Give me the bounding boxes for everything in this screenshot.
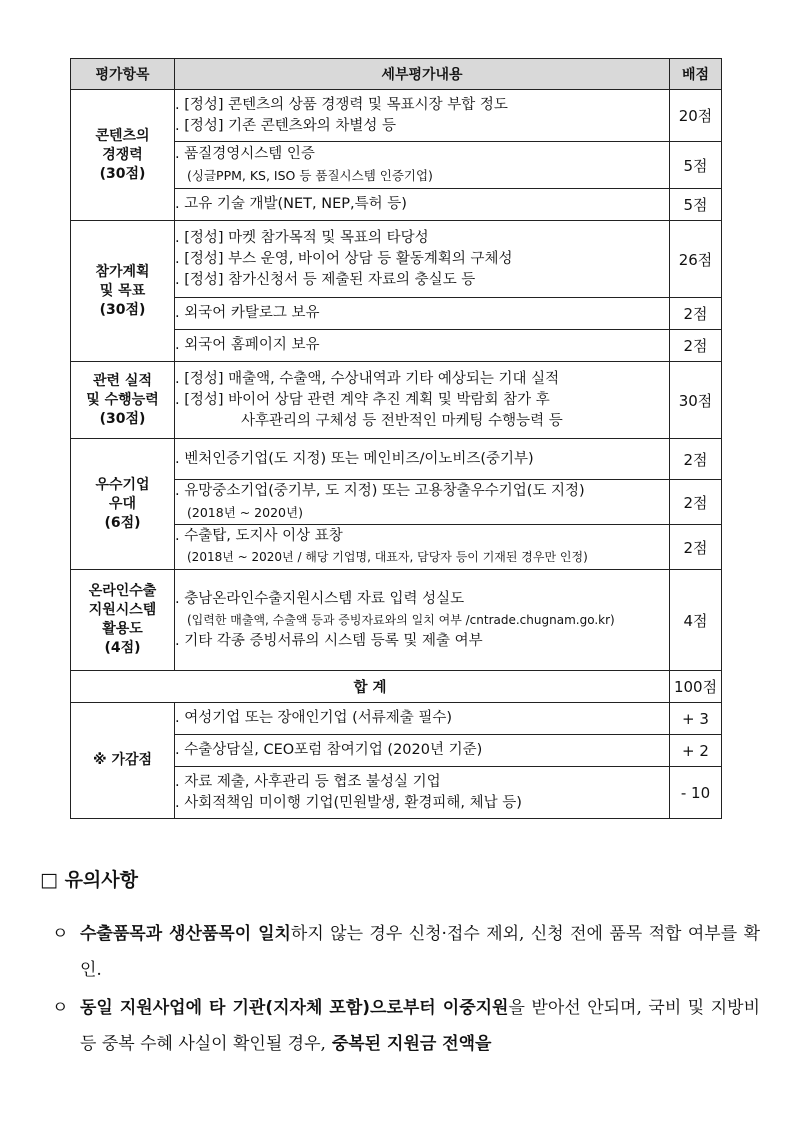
total-label: 합 계 bbox=[71, 671, 670, 703]
note-item bbox=[40, 990, 760, 1062]
note-emphasis: 수출품목과 생산품목이 일치 bbox=[80, 924, 291, 944]
score-cell: 2점 bbox=[670, 439, 722, 480]
detail-cell: . [정성] 마켓 참가목적 및 목표의 타당성 . [정성] 부스 운영, 바이어 상담 등 활동계획의 구체성 . [정성] 참가신청서 등 제출된 자료의 충실도 등 bbox=[175, 221, 670, 298]
score-cell: 2점 bbox=[670, 525, 722, 570]
detail-cell: . 외국어 카탈로그 보유 bbox=[175, 298, 670, 330]
category-cell: 콘텐츠의 경쟁력 (30점) bbox=[71, 90, 175, 221]
table-row bbox=[71, 570, 722, 671]
table-row bbox=[71, 362, 722, 439]
score-cell: 5점 bbox=[670, 189, 722, 221]
note-bullet: ㅇ bbox=[52, 924, 69, 944]
score-cell: + 3 bbox=[670, 703, 722, 735]
detail-cell: . 자료 제출, 사후관리 등 협조 불성실 기업 . 사회적책임 미이행 기업(민원발생, 환경피해, 체납 등) bbox=[175, 767, 670, 819]
table-row bbox=[71, 439, 722, 480]
detail-cell: . 수출탑, 도지사 이상 표창 (2018년 ~ 2020년 / 해당 기업명, 대표자, 담당자 등이 기재된 경우만 인정) bbox=[175, 525, 670, 570]
adjust-category-cell: ※ 가감점 bbox=[71, 703, 175, 819]
table-row bbox=[71, 90, 722, 142]
note-item bbox=[40, 916, 760, 988]
evaluation-table bbox=[70, 58, 722, 819]
category-cell: 온라인수출 지원시스템 활용도 (4점) bbox=[71, 570, 175, 671]
detail-cell: . 충남온라인수출지원시스템 자료 입력 성실도 (입력한 매출액, 수출액 등과 증빙자료와의 일치 여부 /cntrade.chugnam.go.kr) . 기타 각종 증빙서류의 시스템 등록 및 제출 여부 bbox=[175, 570, 670, 671]
table-row bbox=[71, 703, 722, 735]
score-cell: 5점 bbox=[670, 142, 722, 189]
note-bullet: ㅇ bbox=[52, 998, 69, 1018]
note-emphasis: 동일 지원사업에 타 기관(지자체 포함)으로부터 이중지원 bbox=[80, 998, 509, 1018]
note-text: 하지 않는 경우 신청·접수 제외, 신청 전에 품목 적합 여부를 확인. bbox=[80, 924, 760, 980]
category-cell: 참가계획 및 목표 (30점) bbox=[71, 221, 175, 362]
category-cell: 관련 실적 및 수행능력 (30점) bbox=[71, 362, 175, 439]
detail-cell: . 유망중소기업(중기부, 도 지정) 또는 고용창출우수기업(도 지정) (2018년 ~ 2020년) bbox=[175, 480, 670, 525]
detail-cell: . 품질경영시스템 인증 (싱글PPM, KS, ISO 등 품질시스템 인증기업) bbox=[175, 142, 670, 189]
detail-cell: . 외국어 홈페이지 보유 bbox=[175, 330, 670, 362]
score-cell: 4점 bbox=[670, 570, 722, 671]
detail-cell: . 고유 기술 개발(NET, NEP,특허 등) bbox=[175, 189, 670, 221]
table-row bbox=[71, 221, 722, 298]
note-text: 을 받아선 안되며, 국비 및 지방비 등 중복 수혜 사실이 확인될 경우, bbox=[80, 998, 760, 1054]
score-cell: 2점 bbox=[670, 298, 722, 330]
total-score: 100점 bbox=[670, 671, 722, 703]
score-cell: 30점 bbox=[670, 362, 722, 439]
score-cell: 2점 bbox=[670, 480, 722, 525]
header-score: 배점 bbox=[670, 59, 722, 90]
notes-section bbox=[40, 865, 760, 1064]
header-category: 평가항목 bbox=[71, 59, 175, 90]
detail-cell: . 수출상담실, CEO포럼 참여기업 (2020년 기준) bbox=[175, 735, 670, 767]
category-cell: 우수기업 우대 (6점) bbox=[71, 439, 175, 570]
table-header-row bbox=[71, 59, 722, 90]
score-cell: 20점 bbox=[670, 90, 722, 142]
notes-title: □ 유의사항 bbox=[40, 869, 138, 891]
header-detail: 세부평가내용 bbox=[175, 59, 670, 90]
detail-cell: . 여성기업 또는 장애인기업 (서류제출 필수) bbox=[175, 703, 670, 735]
score-cell: 2점 bbox=[670, 330, 722, 362]
score-cell: + 2 bbox=[670, 735, 722, 767]
score-cell: 26점 bbox=[670, 221, 722, 298]
note-emphasis: 중복된 지원금 전액을 bbox=[325, 1034, 492, 1054]
detail-cell: . [정성] 매출액, 수출액, 수상내역과 기타 예상되는 기대 실적 . [정성] 바이어 상담 관련 계약 추진 계획 및 박람회 참가 후 사후관리의 구체성 등 전반적인 마케팅 수행능력 등 bbox=[175, 362, 670, 439]
score-cell: - 10 bbox=[670, 767, 722, 819]
detail-cell: . [정성] 콘텐츠의 상품 경쟁력 및 목표시장 부합 정도 . [정성] 기존 콘텐츠와의 차별성 등 bbox=[175, 90, 670, 142]
detail-cell: . 벤처인증기업(도 지정) 또는 메인비즈/이노비즈(중기부) bbox=[175, 439, 670, 480]
total-row bbox=[71, 671, 722, 703]
